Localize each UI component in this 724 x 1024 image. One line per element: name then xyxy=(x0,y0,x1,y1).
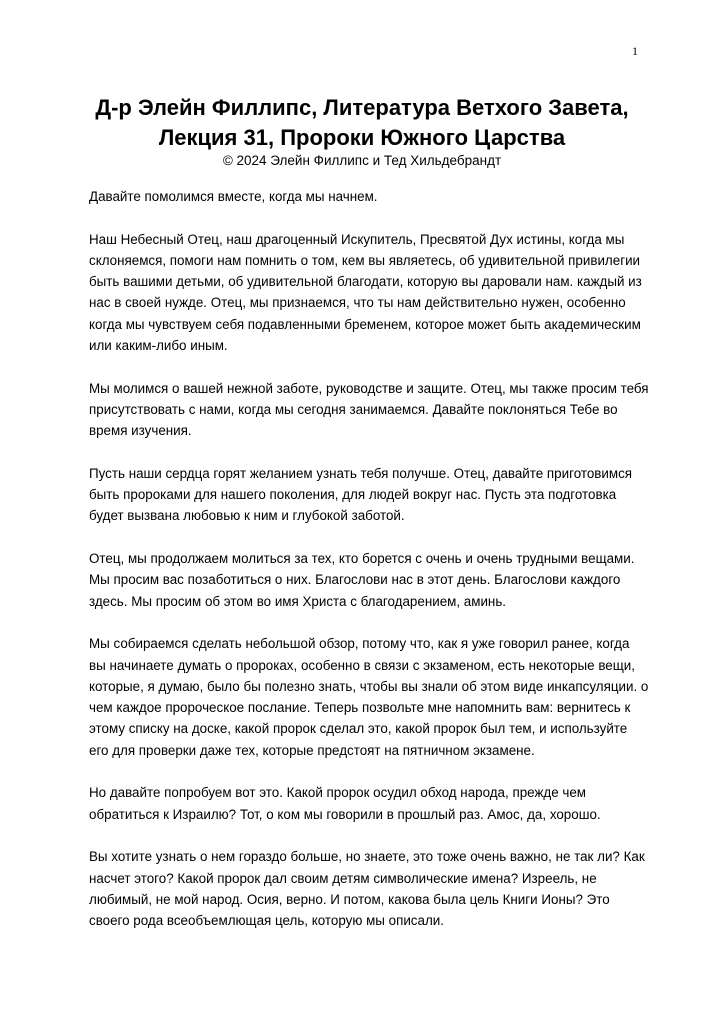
paragraph: Но давайте попробуем вот это. Какой пророк осудил обход народа, прежде чем обратиться к Израилю? Тот, о ком мы говорили в прошлый раз. Амос, да, хорошо. xyxy=(89,785,601,822)
paragraph: Наш Небесный Отец, наш драгоценный Искупитель, Пресвятой Дух истины, когда мы склоняемся, помоги нам помнить о том, кем вы являетесь, об удивительной привилегии быть вашими детьми, об удивительной благодати, которую вы даровали нам. каждый из нас в своей нужде. Отец, мы признаемся, что ты нам действительно нужен, особенно когда мы чувствуем себя подавленными бременем, которое может быть академическим или каким-либо иным. xyxy=(89,231,642,354)
paragraph: Мы собираемся сделать небольшой обзор, потому что, как я уже говорил ранее, когда вы начинаете думать о пророках, особенно в связи с экзаменом, есть некоторые вещи, которые, я думаю, было бы полезно знать, чтобы вы знали об этом виде инкапсуляции. о чем каждое пророческое послание. Теперь позвольте мне напомнить вам: вернитесь к этому списку на доске, какой пророк сделал это, какой пророк был тем, и используйте его для проверки даже тех, которые предстоят на пятничном экзамене. xyxy=(89,636,649,758)
paragraph: Мы молимся о вашей нежной заботе, руководстве и защите. Отец, мы также просим тебя присутствовать с нами, когда мы сегодня занимаемся. Давайте поклоняться Тебе во время изучения. xyxy=(89,380,649,439)
paragraph: Вы хотите узнать о нем гораздо больше, но знаете, это тоже очень важно, не так ли? Как насчет этого? Какой пророк дал своим детям символические имена? Изреель, не любимый, не мой народ. Осия, верно. И потом, какова была цель Книги Ионы? Это своего рода всеобъемлющая цель, которую мы описали. xyxy=(89,849,645,929)
title-line-2: Лекция 31, Пророки Южного Царства xyxy=(158,125,566,150)
page-number: 1 xyxy=(632,44,638,58)
paragraph: Пусть наши сердца горят желанием узнать тебя получше. Отец, давайте приготовимся быть пророками для нашего поколения, для людей вокруг нас. Пусть эта подготовка будет вызвана любовью к ним и глубокой заботой. xyxy=(89,465,633,524)
lecture-body xyxy=(89,186,649,953)
title-line-1: Д-р Элейн Филлипс, Литература Ветхого Завета, xyxy=(95,95,629,120)
paragraph: Отец, мы продолжаем молиться за тех, кто борется с очень и очень трудными вещами. Мы просим вас позаботиться о них. Благослови нас в этот день. Благослови каждого здесь. Мы просим об этом во имя Христа с благодарением, аминь. xyxy=(89,551,635,609)
document-title xyxy=(60,93,664,153)
copyright-line: © 2024 Элейн Филлипс и Тед Хильдебрандт xyxy=(222,153,502,168)
paragraph: Давайте помолимся вместе, когда мы начнем. xyxy=(89,189,378,204)
